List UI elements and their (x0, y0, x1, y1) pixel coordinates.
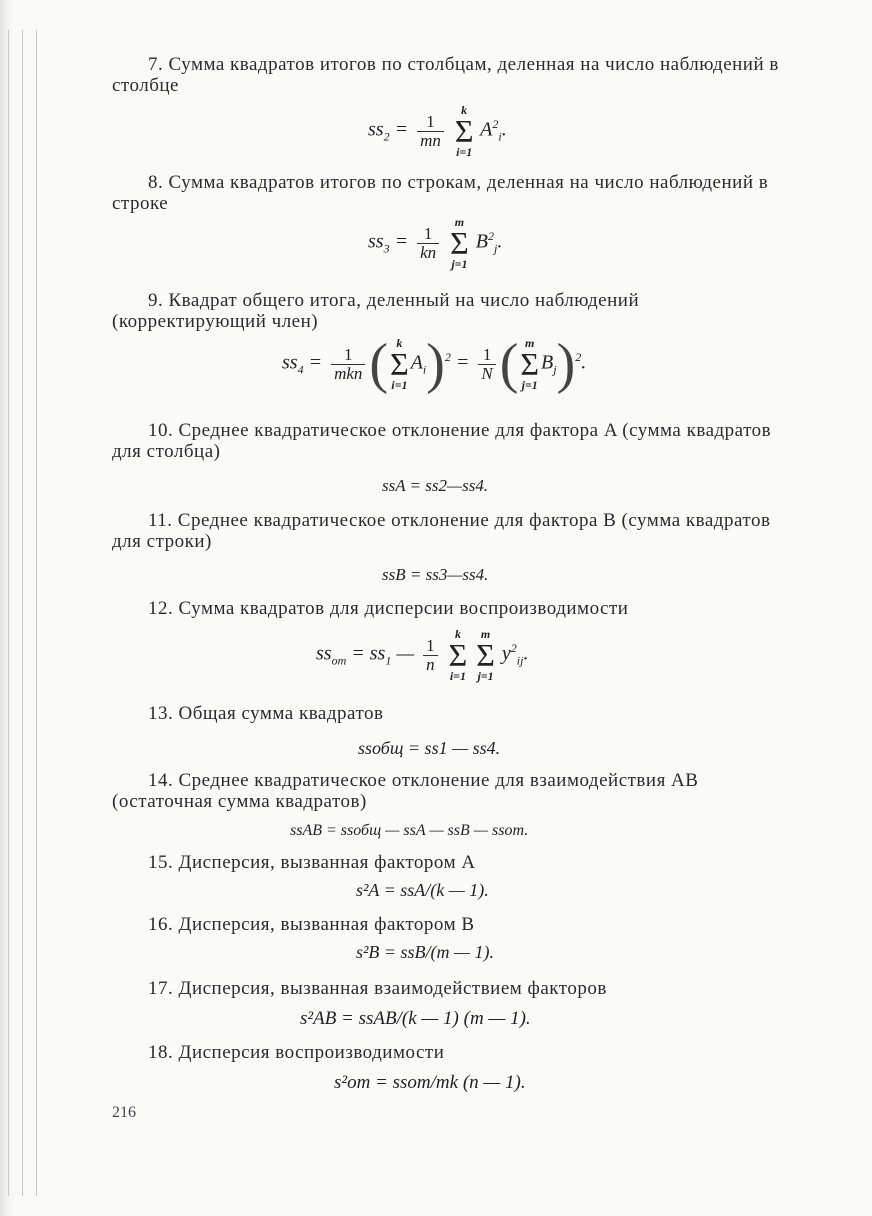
summation-icon: m Σ j=1 (476, 627, 495, 683)
item-18 (112, 1042, 780, 1063)
item-7 (112, 54, 780, 96)
fraction: $\frac{1}{n}$ (423, 637, 438, 674)
item-17 (112, 978, 780, 999)
fraction: $\frac{1}{\text{mkn}}$ (331, 346, 365, 383)
summation-icon: k Σ i=1 (448, 627, 468, 683)
item-text: Среднее квадратическое отклонение для фактора B (сумма квадратов для строки) (112, 510, 771, 552)
item-14 (112, 770, 780, 812)
item-text: Среднее квадратическое отклонение для взаимодействия AB (остаточная сумма квадратов) (112, 770, 699, 812)
formula-18: s²от = ssот/mk (n — 1). (334, 1072, 526, 1093)
item-8 (112, 172, 780, 214)
formula-9: $ss_4$ = $\frac{1}{\text{mkn}}$ ( k Σ i=1 $A_i)^2$ = $\frac{1}{N}$ ( m Σ j=1 $B_j)^2$. (282, 333, 587, 395)
fraction: $\frac{1}{kn}$ (417, 225, 439, 262)
item-text: Дисперсия, вызванная взаимодействием факторов (178, 978, 607, 999)
formula-16: s²B = ssB/(m — 1). (356, 942, 495, 962)
page-number: 216 (112, 1104, 136, 1121)
item-number: 17. (148, 978, 174, 999)
item-10 (112, 420, 780, 462)
item-text: Дисперсия, вызванная фактором A (178, 852, 476, 873)
formula-7: $ss_2$ = $\frac{1}{mn}$ k Σ i=1 $A^2_i$. (368, 103, 507, 159)
item-text: Квадрат общего итога, деленный на число наблюдений (корректирующий член) (112, 290, 640, 332)
binding-line (36, 30, 37, 1196)
summation-icon: m Σ j=1 (520, 336, 540, 392)
item-number: 10. (148, 420, 174, 441)
item-16 (112, 914, 780, 935)
item-11 (112, 510, 780, 552)
formula-10: ssA = ss2—ss4. (382, 476, 489, 495)
item-13 (112, 703, 780, 724)
item-number: 13. (148, 703, 174, 724)
item-text: Среднее квадратическое отклонение для фактора A (сумма квадратов для столбца) (112, 420, 772, 462)
fraction: $\frac{1}{N}$ (478, 346, 495, 383)
formula-17: s²AB = ssAB/(k — 1) (m — 1). (300, 1008, 531, 1029)
fraction: $\frac{1}{mn}$ (417, 113, 444, 150)
item-text: Сумма квадратов итогов по строкам, деленная на число наблюдений в строке (112, 172, 769, 214)
item-12 (112, 598, 780, 619)
item-9 (112, 290, 780, 332)
item-number: 8. (148, 172, 164, 193)
item-text: Общая сумма квадратов (178, 703, 384, 724)
item-text: Дисперсия воспроизводимости (178, 1042, 445, 1063)
item-number: 18. (148, 1042, 174, 1063)
item-number: 7. (148, 54, 164, 75)
formula-12: $ss_{от} = ss_1$ — $\frac{1}{n}$ k Σ i=1 m Σ j=1 $y^2_{ij}$. (316, 627, 529, 683)
formula-15: s²A = ssA/(k — 1). (356, 880, 489, 900)
item-text: Сумма квадратов итогов по столбцам, деленная на число наблюдений в столбце (112, 54, 779, 96)
summation-icon: m Σ j=1 (450, 215, 469, 271)
formula-14: ssAB = ssобщ — ssA — ssB — ssот. (290, 822, 529, 839)
item-text: Дисперсия, вызванная фактором B (178, 914, 475, 935)
summation-icon: k Σ i=1 (454, 103, 474, 159)
formula-11: ssB = ss3—ss4. (382, 565, 489, 584)
item-number: 16. (148, 914, 174, 935)
item-15 (112, 852, 780, 873)
binding-line (22, 30, 23, 1196)
summation-icon: k Σ i=1 (390, 336, 409, 392)
formula-13: ssобщ = ss1 — ss4. (358, 738, 501, 758)
item-text: Сумма квадратов для дисперсии воспроизводимости (178, 598, 629, 619)
item-number: 11. (148, 510, 173, 531)
item-number: 12. (148, 598, 174, 619)
item-number: 9. (148, 290, 164, 311)
binding-line (8, 30, 9, 1196)
formula-8: $ss_3$ = $\frac{1}{kn}$ m Σ j=1 $B^2_j$. (368, 215, 503, 271)
item-number: 14. (148, 770, 174, 791)
item-number: 15. (148, 852, 174, 873)
